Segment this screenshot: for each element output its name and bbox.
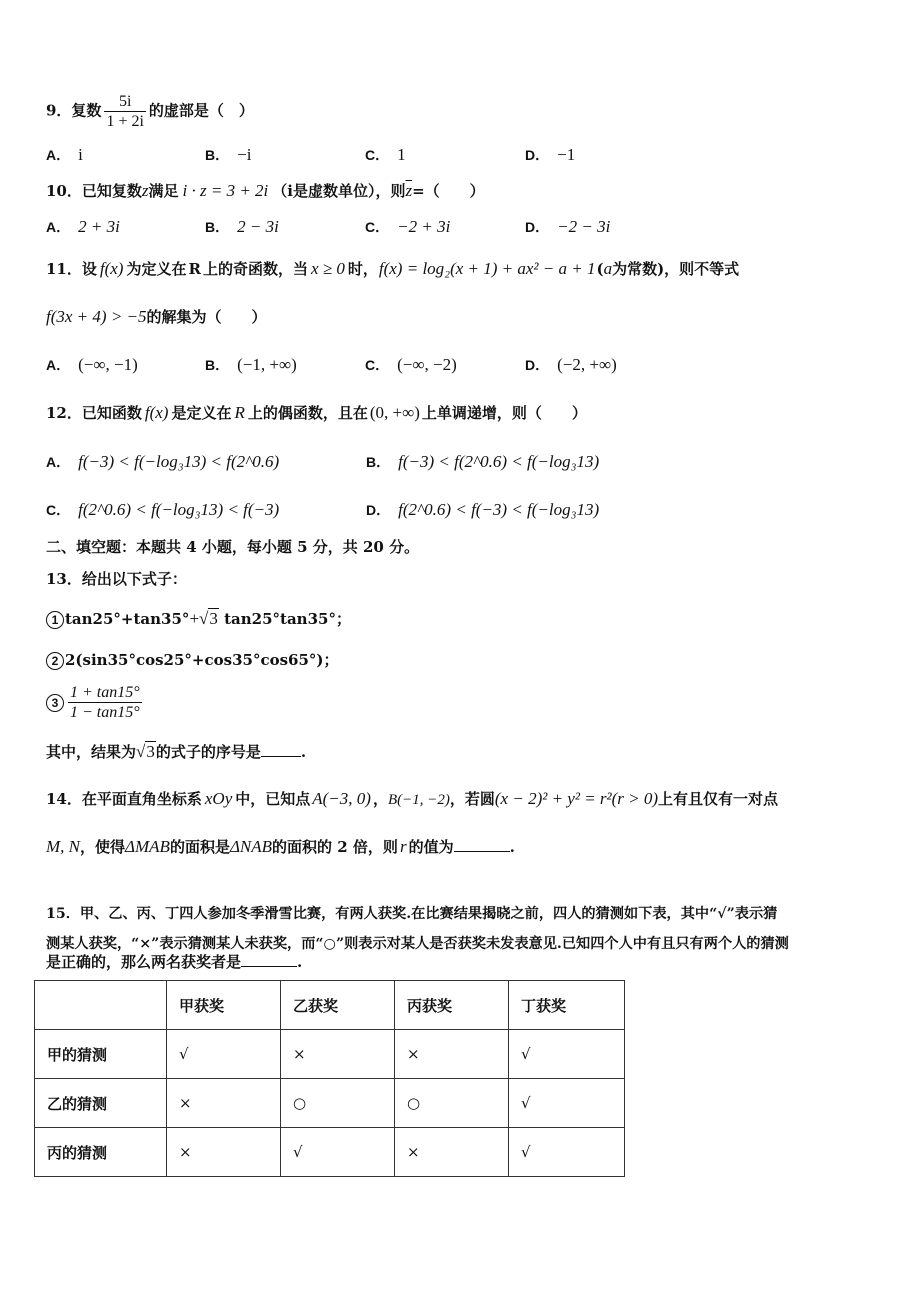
q12-option-a	[46, 452, 279, 472]
q11-text-3: 上的奇函数，当	[202, 260, 308, 278]
q15-text-3: 是正确的，那么两名获奖者是	[46, 953, 242, 971]
q13-tail-3: .	[300, 743, 307, 761]
q11-condition: x ≥ 0	[310, 259, 345, 278]
option-label: A．	[46, 454, 71, 470]
table-cell: ○	[281, 1079, 395, 1128]
q10-equation: i · z = 3 + 2i	[182, 181, 269, 200]
frac-bottom: 1 − tan15°	[70, 704, 140, 721]
table-cell: ×	[167, 1079, 281, 1128]
option-text: −2 − 3i	[557, 217, 611, 236]
option-label: B．	[366, 454, 391, 470]
q14-comma: ，	[372, 790, 388, 808]
option-label: D．	[525, 147, 550, 163]
q14-mn: M, N	[46, 837, 80, 856]
table-cell: √	[509, 1030, 625, 1079]
option-label: B．	[205, 147, 230, 163]
option-label: B．	[205, 219, 230, 235]
q9-stem	[46, 92, 254, 131]
q11-text-1: 11．设	[46, 260, 97, 278]
q11-option-c	[365, 355, 457, 375]
table-cell: 乙的猜测	[35, 1079, 167, 1128]
q12-text-3: 上的偶函数，且在	[247, 404, 368, 422]
table-header-cell: 丙获奖	[395, 981, 509, 1030]
option-text: (−1, +∞)	[237, 355, 297, 374]
q14-r: r	[399, 837, 407, 856]
table-cell: 丙的猜测	[35, 1128, 167, 1177]
q15-line-1: 15．甲、乙、丙、丁四人参加冬季滑雪比赛，有两人获奖.在比赛结果揭晓之前，四人的猜测如下表，其中“√”表示猜	[46, 906, 778, 922]
option-label: A．	[46, 219, 71, 235]
prediction-table	[34, 980, 625, 1177]
q14-text-7: 的面积的 2 倍，则	[272, 838, 398, 856]
option-text: (−2, +∞)	[557, 355, 617, 374]
table-cell: √	[509, 1128, 625, 1177]
answer-blank[interactable]	[241, 952, 297, 967]
q10-text-3: （i是虚数单位），则	[272, 182, 406, 200]
answer-blank[interactable]	[261, 742, 301, 757]
table-cell: √	[167, 1030, 281, 1079]
table-cell: ○	[395, 1079, 509, 1128]
q9-option-d	[525, 145, 575, 165]
q14-circle: (x − 2)² + y² = r²(r > 0)	[494, 789, 659, 808]
q14-mab: ΔMAB	[125, 837, 170, 856]
option-text: 2 + 3i	[78, 217, 120, 236]
table-header-cell: 甲获奖	[167, 981, 281, 1030]
q12-option-d	[366, 500, 599, 520]
option-label: D．	[525, 219, 550, 235]
table-cell: ×	[281, 1030, 395, 1079]
q13-item3-fraction	[68, 683, 142, 722]
q10-z: z	[141, 181, 149, 200]
q13-tail-1: 其中，结果为	[46, 743, 137, 761]
q14-stem	[46, 789, 778, 810]
q12-text-1: 12．已知函数	[46, 404, 142, 422]
q11-a: a	[603, 259, 613, 278]
q11-R: R	[188, 260, 201, 278]
option-text: −1	[557, 145, 576, 164]
q12-interval: (0, +∞)	[369, 403, 420, 422]
option-text: 1	[397, 145, 406, 164]
option-text: f(−3) < f(2^0.6) < f(−log₃13)	[398, 452, 600, 471]
q14-text-4: 上有且仅有一对点	[658, 790, 779, 808]
option-text: i	[78, 145, 83, 164]
q12-R: R	[234, 403, 245, 422]
option-label: C．	[365, 219, 390, 235]
circled-number-3: 3	[46, 694, 64, 712]
q11-text-5: (	[596, 260, 604, 278]
table-cell: √	[281, 1128, 395, 1177]
q14-text-6: 的面积是	[169, 838, 230, 856]
option-text: (−∞, −1)	[78, 355, 138, 374]
q11-text-2: 为定义在	[126, 260, 187, 278]
q13-stem: 13．给出以下式子：	[46, 570, 187, 588]
table-header-row	[35, 981, 625, 1030]
q14-point-a: A(−3, 0)	[312, 789, 371, 808]
q14-end: .	[509, 838, 515, 856]
q14-text-3: ，若圆	[449, 790, 495, 808]
q14-stem-line2	[46, 837, 515, 857]
q10-stem	[46, 181, 485, 201]
table-header-cell	[35, 981, 167, 1030]
q13-item2: 2(sin35°cos25°+cos35°cos65°)；	[65, 651, 339, 669]
q9-option-c	[365, 145, 406, 165]
option-label: D．	[366, 502, 391, 518]
sqrt-3: √3	[199, 609, 218, 628]
q12-option-b	[366, 452, 599, 472]
q12-stem	[46, 403, 587, 423]
q9-frac-top: 5i	[104, 92, 145, 112]
option-label: A．	[46, 357, 71, 373]
option-label: C．	[46, 502, 71, 518]
table-row	[35, 1030, 625, 1079]
option-text: (−∞, −2)	[397, 355, 457, 374]
section-heading: 二、填空题：本题共 4 小题，每小题 5 分，共 20 分。	[46, 538, 420, 556]
q11-fx: f(x)	[99, 259, 124, 278]
option-label: D．	[525, 357, 550, 373]
q13-item1-a: tan25°+tan35°	[65, 610, 190, 628]
circled-number-2: 2	[46, 652, 64, 670]
q11-option-d	[525, 355, 617, 375]
q10-option-b	[205, 217, 279, 237]
table-cell: √	[509, 1079, 625, 1128]
table-cell: 甲的猜测	[35, 1030, 167, 1079]
option-label: C．	[365, 147, 390, 163]
q14-text-5: ，使得	[80, 838, 126, 856]
q10-option-c	[365, 217, 450, 237]
q10-option-d	[525, 217, 610, 237]
sqrt-radicand: 3	[146, 742, 155, 761]
q11-text-6: 为常数)，则不等式	[612, 260, 740, 278]
q15-end: .	[297, 953, 303, 971]
option-label: B．	[205, 357, 230, 373]
answer-blank[interactable]	[454, 837, 510, 852]
q13-tail-2: 的式子的序号是	[155, 743, 261, 761]
q12-text-2: 是定义在	[171, 404, 232, 422]
sqrt-radicand: 3	[209, 609, 218, 628]
q13-tail	[46, 742, 306, 762]
q9-option-a	[46, 145, 83, 165]
q14-nab: ΔNAB	[229, 837, 273, 856]
q11-option-b	[205, 355, 297, 375]
q10-text-4: =（ ）	[412, 182, 485, 200]
circled-number-1: 1	[46, 611, 64, 629]
q11-stem-line2	[46, 307, 267, 327]
q14-point-b: B(−1, −2)	[387, 792, 450, 808]
q14-text-8: 的值为	[408, 838, 454, 856]
option-text: f(−3) < f(−log₃13) < f(2^0.6)	[78, 452, 280, 471]
q10-option-a	[46, 217, 120, 237]
q11-expression: f(x) = log₂(x + 1) + ax² − a + 1	[378, 259, 596, 278]
q13-item1-b: tan25°tan35°；	[224, 610, 351, 628]
q10-z-conjugate: $\overline{z}$	[405, 181, 413, 200]
option-text: −i	[237, 145, 252, 164]
q11-inequality: f(3x + 4) > −5	[46, 307, 147, 326]
q12-text-4: 上单调递增，则（ ）	[421, 404, 587, 422]
q9-option-b	[205, 145, 251, 165]
q14-text-1: 14．在平面直角坐标系	[46, 790, 202, 808]
q11-text-7: 的解集为（ ）	[146, 308, 267, 326]
frac-top: 1 + tan15°	[70, 684, 140, 701]
q11-text-4: 时，	[347, 260, 378, 278]
q15-line-2: 测某人获奖，“×”表示猜测某人未获奖，而“○”则表示对某人是否获奖未发表意见.已知四个人中有且只有两个人的猜测	[46, 936, 789, 952]
q11-option-a	[46, 355, 138, 375]
table-header-cell: 乙获奖	[281, 981, 395, 1030]
q9-number: 9．复数	[46, 101, 102, 120]
table-cell: ×	[395, 1128, 509, 1177]
q9-frac-bottom: 1 + 2i	[106, 113, 144, 130]
q9-fraction	[104, 92, 145, 131]
q10-text-2: 满足	[148, 182, 179, 200]
option-text: f(2^0.6) < f(−log₃13) < f(−3)	[78, 500, 280, 519]
q13-item-1: 1 tan25°+tan35°+√3 tan25°tan35°；	[46, 609, 351, 629]
q15-line-3	[46, 952, 302, 972]
option-text: 2 − 3i	[237, 217, 279, 236]
option-text: f(2^0.6) < f(−3) < f(−log₃13)	[398, 500, 600, 519]
q14-text-2: 中，已知点	[235, 790, 311, 808]
q10-text-1: 10．已知复数	[46, 182, 142, 200]
option-label: A．	[46, 147, 71, 163]
q11-stem	[46, 259, 739, 279]
q14-xoy: xOy	[204, 789, 233, 808]
q12-fx: f(x)	[144, 403, 169, 422]
table-header-cell: 丁获奖	[509, 981, 625, 1030]
q13-item-2	[46, 650, 339, 670]
q13-item-3	[46, 683, 145, 722]
option-label: C．	[365, 357, 390, 373]
table-row	[35, 1079, 625, 1128]
sqrt-3: √3	[136, 742, 155, 761]
table-row	[35, 1128, 625, 1177]
option-text: −2 + 3i	[397, 217, 451, 236]
q12-option-c	[46, 500, 279, 520]
table-cell: ×	[167, 1128, 281, 1177]
table-cell: ×	[395, 1030, 509, 1079]
q9-tail: 的虚部是（ ）	[148, 101, 254, 120]
